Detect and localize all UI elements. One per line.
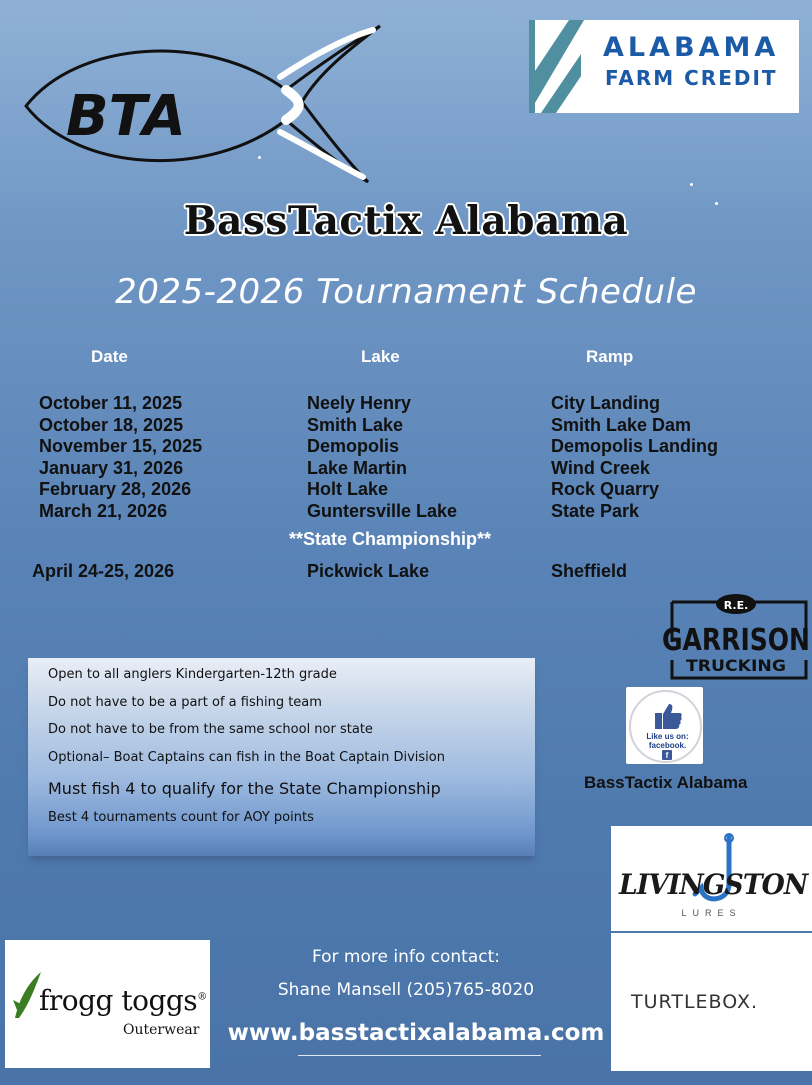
contact-person: Shane Mansell (205)765-8020 <box>277 980 535 1000</box>
frogg-toggs-name <box>39 984 207 1017</box>
table-cell-ramp: Smith Lake Dam <box>551 414 692 435</box>
page-title: BassTactix Alabama <box>183 198 629 244</box>
table-cell-lake: Demopolis <box>307 436 400 456</box>
turtlebox-name: TURTLEBOX. <box>631 991 759 1013</box>
rule-item: Do not have to be a part of a fishing team <box>48 695 322 710</box>
table-cell-ramp: City Landing <box>551 393 660 413</box>
schedule-subtitle: 2025-2026 Tournament Schedule <box>115 272 697 312</box>
date-column-header: Date <box>91 347 128 366</box>
farm-credit-line2: FARM CREDIT <box>605 66 778 90</box>
date-column <box>39 393 202 522</box>
table-cell-lake: Smith Lake <box>307 414 404 435</box>
lake-column-header: Lake <box>361 347 400 366</box>
facebook-label <box>631 732 704 750</box>
farm-credit-line1: ALABAMA <box>603 32 780 63</box>
table-cell-lake: Guntersville Lake <box>307 500 458 521</box>
championship-date: April 24-25, 2026 <box>32 561 175 581</box>
thumbs-up-icon <box>653 701 683 731</box>
table-cell-date: November 15, 2025 <box>39 436 203 456</box>
sparkle <box>690 183 693 186</box>
registered-mark: ® <box>197 991 207 1003</box>
garrison-middle: GARRISON <box>662 623 810 658</box>
facebook-line2: facebook. <box>648 741 687 750</box>
bta-fish-logo <box>18 22 388 187</box>
contact-label: For more info contact: <box>311 947 501 967</box>
ramp-column-header: Ramp <box>586 347 634 366</box>
frogg-toggs-word: frogg toggs <box>39 984 198 1017</box>
table-cell-ramp: State Park <box>551 500 640 521</box>
garrison-top: R.E. <box>723 599 749 612</box>
rule-item: Optional– Boat Captains can fish in the Boat Captain Division <box>48 750 445 765</box>
website-link[interactable]: www.basstactixalabama.com <box>227 1020 605 1046</box>
lake-column <box>307 393 457 522</box>
rules-box <box>28 658 535 856</box>
livingston-lures-logo <box>611 826 812 931</box>
livingston-sub: LURES <box>681 908 742 918</box>
sparkle <box>258 156 261 159</box>
table-cell-date: March 21, 2026 <box>39 500 168 521</box>
garrison-trucking-logo <box>660 590 812 682</box>
facebook-circle <box>629 690 702 763</box>
alabama-farm-credit-logo <box>529 20 799 113</box>
frogg-toggs-logo <box>5 940 210 1068</box>
table-cell-date: October 11, 2025 <box>39 393 183 413</box>
championship-ramp: Sheffield <box>551 561 628 581</box>
turtlebox-logo <box>611 933 812 1071</box>
rule-item: Open to all anglers Kindergarten-12th grade <box>48 667 337 682</box>
garrison-bottom: TRUCKING <box>686 656 786 675</box>
ramp-column <box>551 393 718 522</box>
state-championship-label: **State Championship** <box>288 529 492 549</box>
table-cell-date: October 18, 2025 <box>39 414 184 435</box>
facebook-page-name: BassTactix Alabama <box>584 773 748 792</box>
table-cell-ramp: Rock Quarry <box>551 479 660 499</box>
table-cell-ramp: Wind Creek <box>551 457 650 478</box>
rule-item: Must fish 4 to qualify for the State Championship <box>48 779 441 798</box>
table-cell-lake: Neely Henry <box>307 393 412 413</box>
facebook-badge[interactable] <box>626 687 703 764</box>
logo-letters: BTA <box>66 84 186 149</box>
table-cell-lake: Holt Lake <box>307 479 389 499</box>
table-cell-lake: Lake Martin <box>307 457 408 478</box>
frogg-toggs-sub: Outerwear <box>123 1022 200 1038</box>
facebook-line1: Like us on: <box>646 732 689 741</box>
rule-item: Do not have to be from the same school nor state <box>48 722 373 737</box>
table-cell-date: February 28, 2026 <box>39 479 192 499</box>
farm-credit-stripes-icon <box>529 20 589 113</box>
championship-lake: Pickwick Lake <box>307 561 430 581</box>
livingston-name: LIVINGSTON <box>619 868 808 901</box>
rule-item: Best 4 tournaments count for AOY points <box>48 810 314 825</box>
website-underline <box>298 1055 541 1056</box>
facebook-f-icon: f <box>662 750 672 760</box>
table-cell-date: January 31, 2026 <box>39 457 184 478</box>
table-cell-ramp: Demopolis Landing <box>551 436 719 456</box>
